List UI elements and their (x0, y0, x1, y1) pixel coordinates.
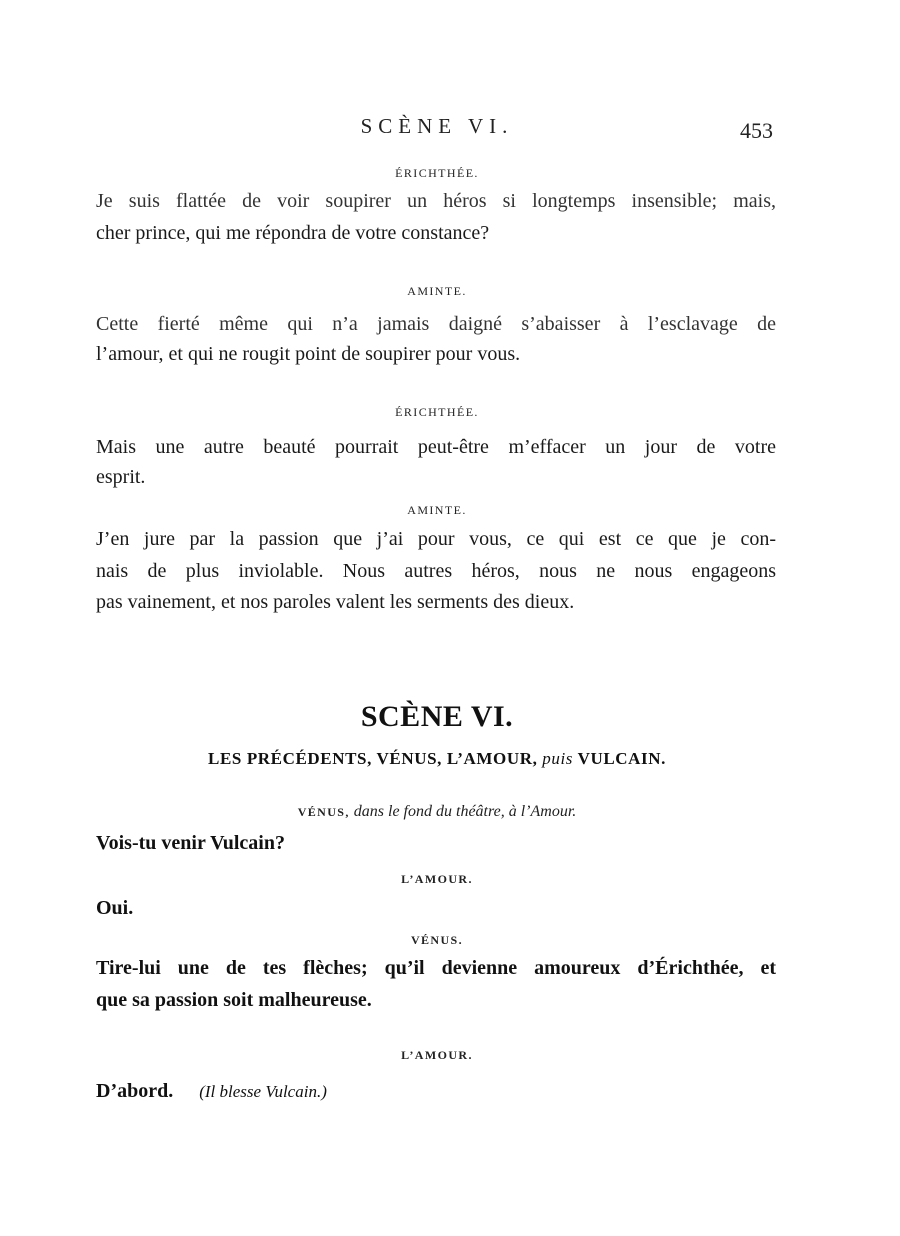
dialogue-line: Tire-lui une de tes flèches; qu’il devienne amoureux d’Érichthée, et (96, 957, 776, 979)
dialogue-text: D’abord. (96, 1080, 174, 1102)
stage-direction: (Il blesse Vulcain.) (199, 1082, 327, 1101)
speaker-name: ÉRICHTHÉE. (395, 405, 479, 419)
cast-list-final: VULCAIN. (577, 749, 666, 768)
running-title: SCÈNE VI. (360, 114, 514, 138)
dialogue-line: Vois-tu venir Vulcain? (96, 832, 285, 854)
speaker-name: AMINTE. (407, 284, 467, 298)
cast-list (0, 749, 874, 769)
cast-list-names: LES PRÉCÉDENTS, VÉNUS, L’AMOUR, (208, 749, 538, 768)
speaker-cue (0, 803, 874, 821)
dialogue-line: Mais une autre beauté pourrait peut-être m’effacer un jour de votre (96, 436, 776, 458)
dialogue-line: que sa passion soit malheureuse. (96, 989, 372, 1011)
dialogue-line: nais de plus inviolable. Nous autres héros, nous ne nous engageons (96, 560, 776, 582)
dialogue-line: l’amour, et qui ne rougit point de soupirer pour vous. (96, 343, 521, 365)
speaker-name: VÉNUS. (410, 933, 464, 947)
dialogue-line: pas vainement, et nos paroles valent les serments des dieux. (96, 591, 575, 613)
page-number: 453 (740, 118, 773, 143)
dialogue-line (96, 1081, 776, 1102)
speaker-name: AMINTE. (407, 503, 467, 517)
dialogue-line: esprit. (96, 466, 146, 488)
speaker-name: L’AMOUR. (401, 872, 473, 886)
speaker-name: ÉRICHTHÉE. (395, 166, 479, 180)
scene-title: SCÈNE VI. (360, 700, 514, 733)
cast-list-italic: puis (542, 749, 574, 768)
running-head (0, 114, 900, 144)
dialogue-line: J’en jure par la passion que j’ai pour vous, ce qui est ce que je con- (96, 528, 776, 550)
dialogue-line: Cette fierté même qui n’a jamais daigné s’abaisser à l’esclavage de (96, 313, 776, 335)
speaker-name: L’AMOUR. (401, 1048, 473, 1062)
dialogue-line: cher prince, qui me répondra de votre constance? (96, 222, 490, 244)
dialogue-line: Oui. (96, 897, 134, 919)
speaker-name: VÉNUS, (297, 805, 350, 819)
dialogue-line: Je suis flattée de voir soupirer un héros si longtemps insensible; mais, (96, 190, 776, 212)
stage-direction: dans le fond du théâtre, à l’Amour. (353, 803, 577, 820)
